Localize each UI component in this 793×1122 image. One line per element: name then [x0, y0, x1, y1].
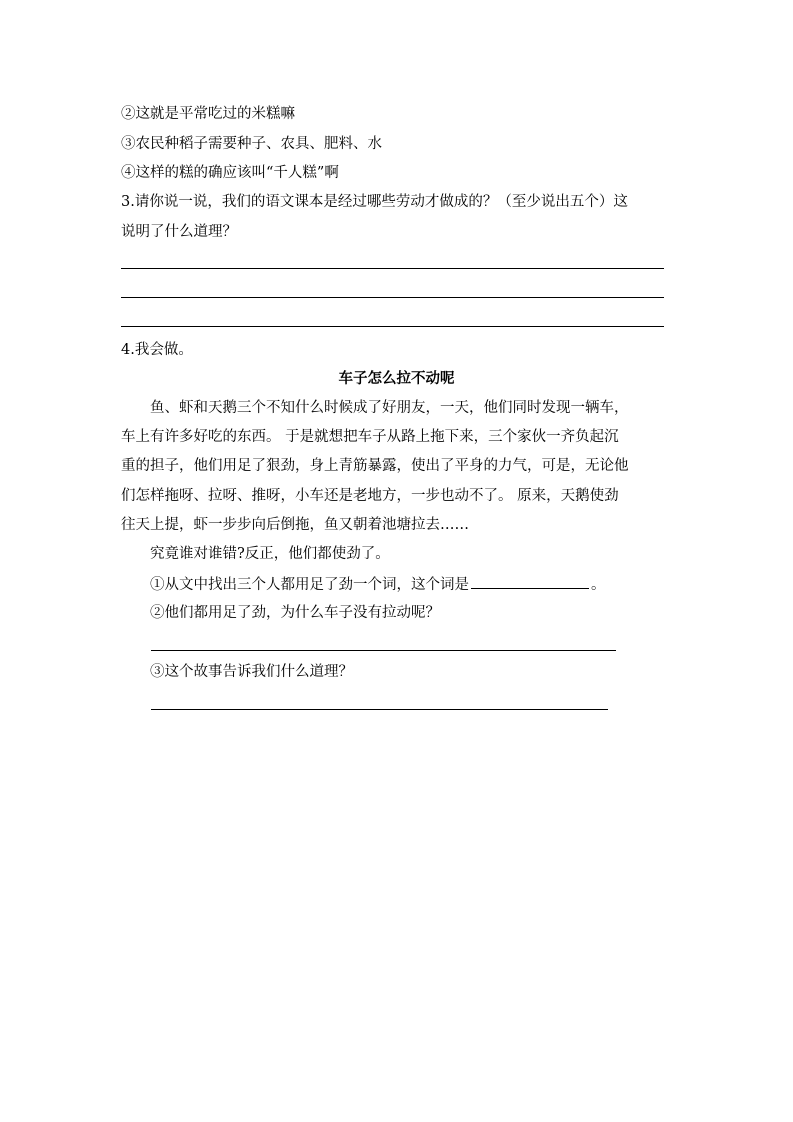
sub-question-1-text: ①从文中找出三个人都用足了劲一个词，这个词是 — [150, 577, 469, 593]
passage-title: 车子怎么拉不动呢 — [338, 371, 455, 387]
question-4-label: 4.我会做。 — [121, 342, 193, 358]
fill-in-blank[interactable] — [471, 574, 589, 589]
option-4: ④这样的糕的确应该叫“千人糕”啊 — [121, 165, 339, 181]
question-3-line-1: 3.请你说一说，我们的语文课本是经过哪些劳动才做成的？（至少说出五个）这 — [121, 194, 628, 210]
question-3-line-2: 说明了什么道理？ — [121, 224, 237, 240]
passage-closing: 究竟谁对谁错?反正，他们都使劲了。 — [150, 546, 390, 562]
answer-line-1[interactable] — [121, 268, 664, 269]
passage-line-5: 往天上提，虾一步步向后倒拖，鱼又朝着池塘拉去…… — [121, 517, 469, 533]
sub-question-1 — [150, 574, 606, 595]
sub-question-3-answer-line[interactable] — [151, 709, 608, 710]
sub-question-3: ③这个故事告诉我们什么道理？ — [150, 664, 353, 680]
passage-line-1: 鱼、虾和天鹅三个不知什么时候成了好朋友，一天，他们同时发现一辆车， — [150, 400, 629, 416]
option-3: ③农民种稻子需要种子、农具、肥料、水 — [121, 136, 382, 152]
answer-line-3[interactable] — [121, 326, 664, 327]
passage-line-4: 们怎样拖呀、拉呀、推呀，小车还是老地方，一步也动不了。 原来，天鹅使劲 — [121, 488, 619, 504]
passage-line-2: 车上有许多好吃的东西。 于是就想把车子从路上拖下来，三个家伙一齐负起沉 — [121, 429, 619, 445]
sub-question-1-end: 。 — [591, 577, 606, 593]
sub-question-2-answer-line[interactable] — [151, 650, 616, 651]
answer-line-2[interactable] — [121, 297, 664, 298]
passage-line-3: 重的担子，他们用足了狠劲，身上青筋暴露，使出了平身的力气，可是，无论他 — [121, 458, 629, 474]
sub-question-2: ②他们都用足了劲，为什么车子没有拉动呢？ — [150, 605, 440, 621]
option-2: ②这就是平常吃过的米糕嘛 — [121, 106, 295, 122]
